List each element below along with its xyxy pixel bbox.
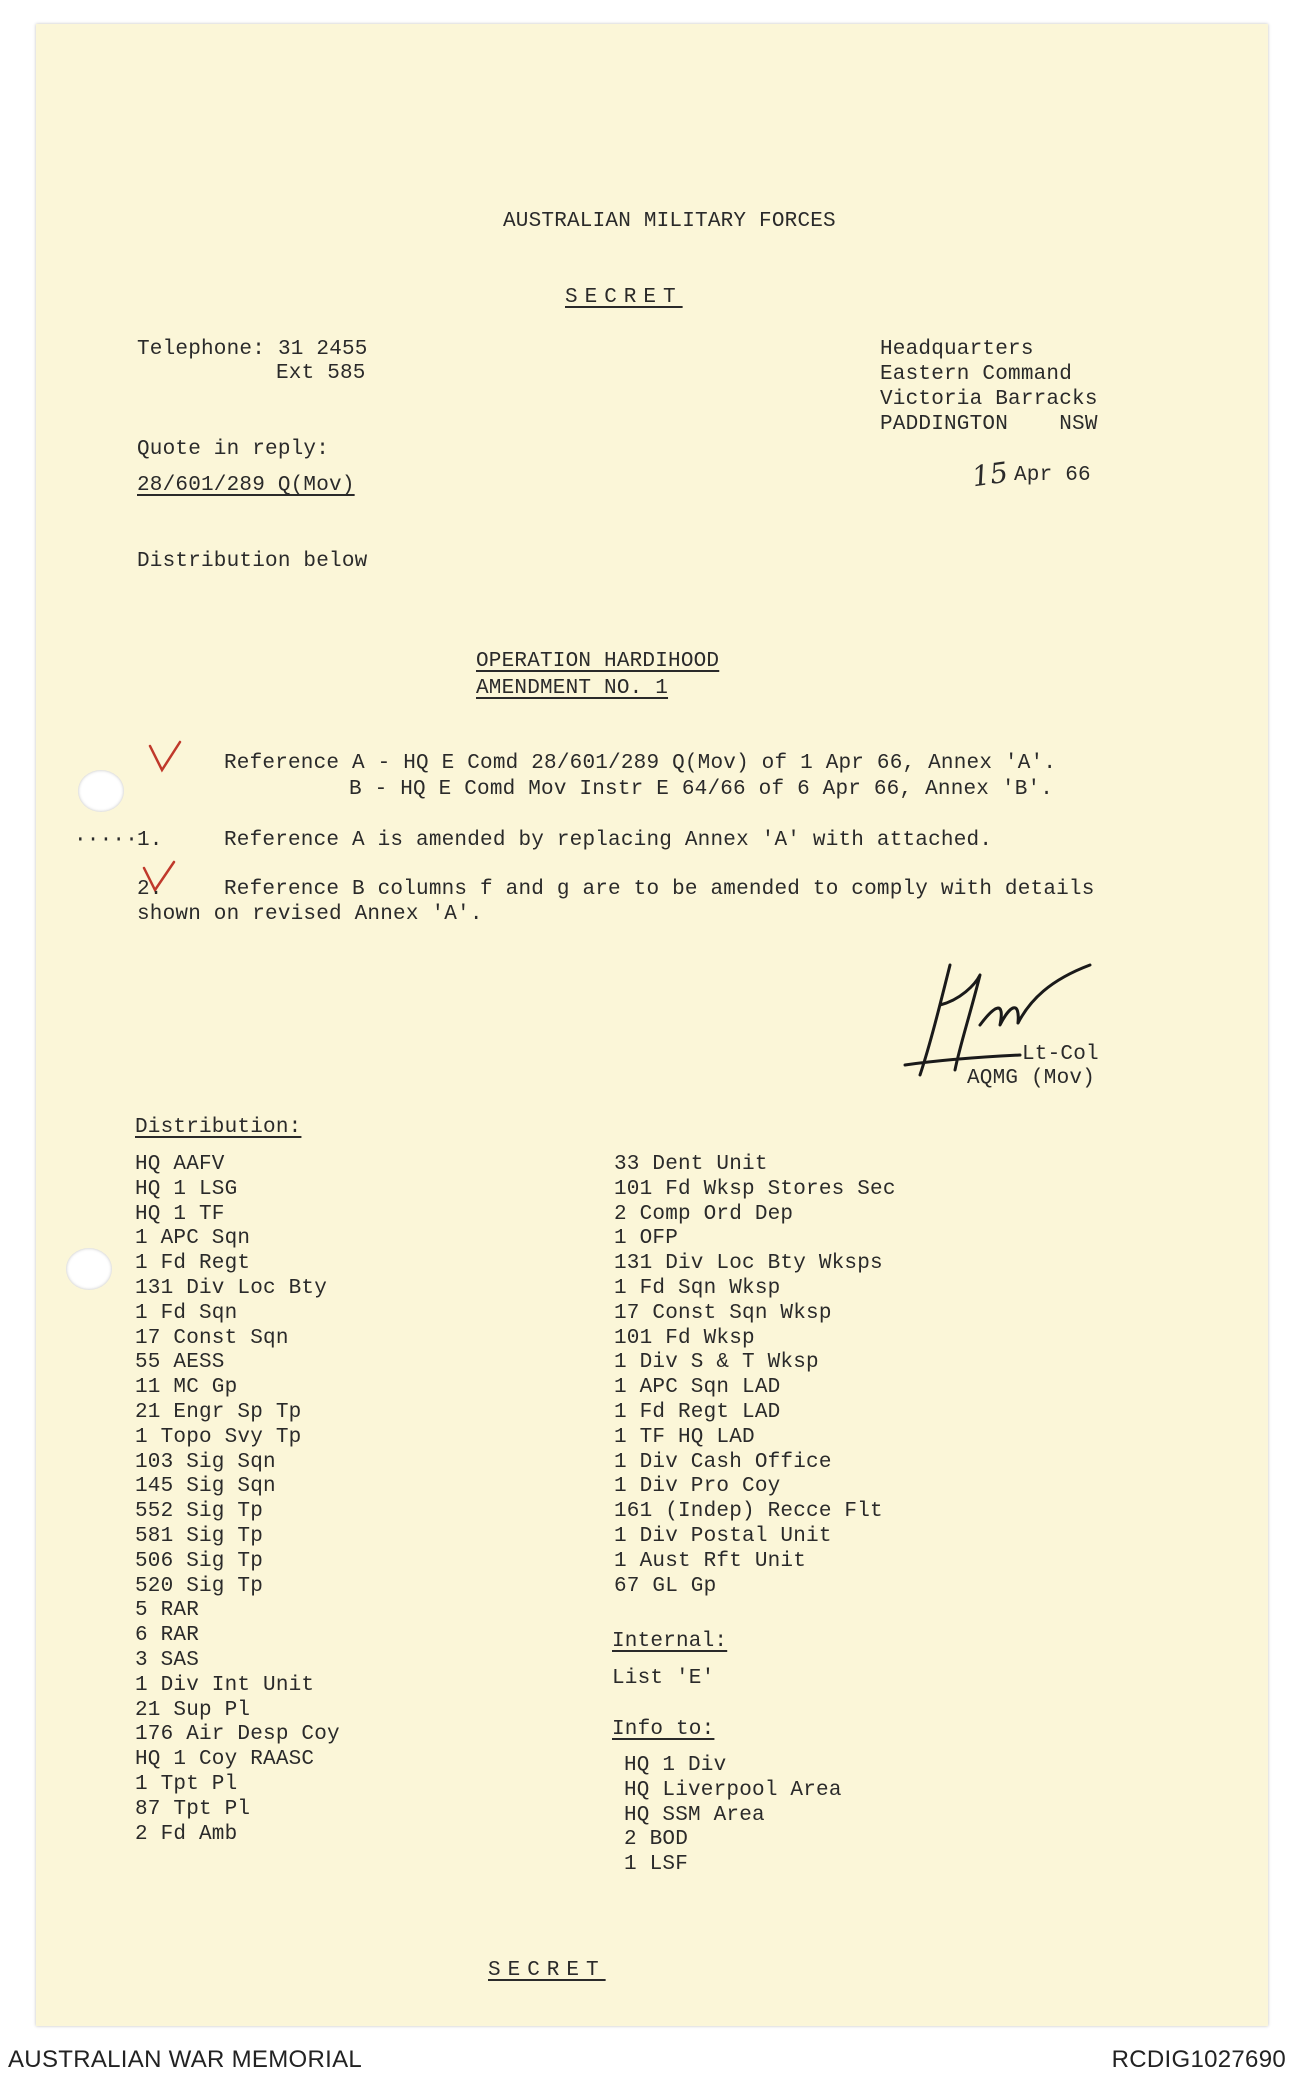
reference-b: B - HQ E Comd Mov Instr E 64/66 of 6 Apr 66, Annex 'B'. xyxy=(349,778,1054,801)
distribution-item: 1 Fd Sqn Wksp xyxy=(614,1276,781,1300)
paragraph-2-line-2: shown on revised Annex 'A'. xyxy=(137,903,483,926)
classification-bottom: SECRET xyxy=(488,1959,606,1982)
distribution-item: 1 APC Sqn xyxy=(135,1227,251,1251)
paragraph-1: Reference A is amended by replacing Annex 'A' with attached. xyxy=(224,829,993,852)
punch-hole-upper xyxy=(78,770,124,812)
distribution-item: 21 Sup Pl xyxy=(135,1698,251,1722)
distribution-item: 33 Dent Unit xyxy=(614,1153,768,1176)
internal-value: List 'E' xyxy=(612,1667,715,1690)
address-line-1: Headquarters xyxy=(880,338,1034,361)
distribution-item: 1 Div Cash Office xyxy=(614,1450,832,1474)
distribution-heading: Distribution: xyxy=(135,1116,302,1139)
distribution-item: 55 AESS xyxy=(135,1351,225,1375)
distribution-item: 87 Tpt Pl xyxy=(135,1797,251,1821)
distribution-item: 1 LSF xyxy=(624,1853,689,1877)
distribution-item: 5 RAR xyxy=(135,1599,200,1623)
distribution-item: HQ 1 LSG xyxy=(135,1177,238,1201)
distribution-item: 1 Div Pro Coy xyxy=(614,1475,781,1499)
distribution-item: 101 Fd Wksp Stores Sec xyxy=(614,1177,896,1201)
distribution-item: 3 SAS xyxy=(135,1648,200,1672)
distribution-item: 67 GL Gp xyxy=(614,1574,717,1598)
distribution-item: 176 Air Desp Coy xyxy=(135,1723,340,1747)
distribution-item: HQ 1 Coy RAASC xyxy=(135,1748,315,1772)
distribution-item: 1 Div Postal Unit xyxy=(614,1524,832,1548)
internal-heading: Internal: xyxy=(612,1630,728,1653)
distribution-item: 11 MC Gp xyxy=(135,1376,238,1400)
distribution-item: 1 Topo Svy Tp xyxy=(135,1425,302,1449)
distribution-item: HQ Liverpool Area xyxy=(624,1778,842,1802)
distribution-item: 1 Div Int Unit xyxy=(135,1673,315,1697)
distribution-item: 581 Sig Tp xyxy=(135,1524,264,1548)
footer-record-id: RCDIG1027690 xyxy=(1111,2046,1286,2073)
distribution-item: 131 Div Loc Bty Wksps xyxy=(614,1252,883,1276)
distribution-item: 145 Sig Sqn xyxy=(135,1475,276,1499)
distribution-column-2 xyxy=(614,1153,896,1599)
telephone-number: 31 2455 xyxy=(278,338,368,361)
distribution-item: 506 Sig Tp xyxy=(135,1549,264,1573)
distribution-item: 17 Const Sqn xyxy=(135,1326,289,1350)
distribution-item: 1 Aust Rft Unit xyxy=(614,1549,807,1573)
distribution-item: 2 BOD xyxy=(624,1828,689,1852)
distribution-item: HQ AAFV xyxy=(135,1153,225,1176)
distribution-item: 103 Sig Sqn xyxy=(135,1450,276,1474)
distribution-item: HQ 1 Div xyxy=(624,1754,727,1777)
info-list xyxy=(624,1754,842,1878)
subject-line-1: OPERATION HARDIHOOD xyxy=(476,650,720,673)
distribution-item: 101 Fd Wksp xyxy=(614,1326,755,1350)
margin-dots: ····· xyxy=(74,829,139,852)
distribution-item: 1 TF HQ LAD xyxy=(614,1425,755,1449)
info-heading: Info to: xyxy=(612,1718,715,1741)
distribution-item: HQ SSM Area xyxy=(624,1803,765,1827)
distribution-item: 1 Fd Regt xyxy=(135,1252,251,1276)
signatory-appointment: AQMG (Mov) xyxy=(967,1067,1096,1090)
distribution-item: 131 Div Loc Bty xyxy=(135,1276,328,1300)
paragraph-1-number: 1. xyxy=(137,829,163,852)
distribution-item: HQ 1 TF xyxy=(135,1202,225,1226)
distribution-item: 17 Const Sqn Wksp xyxy=(614,1301,832,1325)
distribution-item: 1 Fd Sqn xyxy=(135,1301,238,1325)
date-month-year: Apr 66 xyxy=(1014,464,1091,487)
tick-mark-1 xyxy=(148,740,184,774)
distribution-item: 21 Engr Sp Tp xyxy=(135,1400,302,1424)
distribution-column-1 xyxy=(135,1153,340,1847)
footer-archive-name: AUSTRALIAN WAR MEMORIAL xyxy=(8,2046,363,2073)
quote-label: Quote in reply: xyxy=(137,438,330,461)
signatory-rank: Lt-Col xyxy=(1022,1043,1099,1066)
distribution-item: 1 APC Sqn LAD xyxy=(614,1376,781,1400)
distribution-note: Distribution below xyxy=(137,550,368,573)
distribution-item: 1 Div S & T Wksp xyxy=(614,1351,819,1375)
distribution-item: 1 Fd Regt LAD xyxy=(614,1400,781,1424)
org-heading: AUSTRALIAN MILITARY FORCES xyxy=(503,210,836,233)
distribution-item: 552 Sig Tp xyxy=(135,1500,264,1524)
distribution-item: 6 RAR xyxy=(135,1624,200,1648)
distribution-item: 520 Sig Tp xyxy=(135,1574,264,1598)
classification-top: SECRET xyxy=(565,286,683,309)
distribution-item: 2 Fd Amb xyxy=(135,1822,238,1846)
paragraph-2-line-1: Reference B columns f and g are to be amended to comply with details xyxy=(224,878,1095,901)
distribution-item: 161 (Indep) Recce Flt xyxy=(614,1500,883,1524)
subject-line-2: AMENDMENT NO. 1 xyxy=(476,677,669,700)
punch-hole-lower xyxy=(66,1248,112,1290)
telephone-label: Telephone: xyxy=(137,338,266,361)
telephone-ext: Ext 585 xyxy=(276,362,366,385)
distribution-item: 2 Comp Ord Dep xyxy=(614,1202,794,1226)
address-line-4: PADDINGTON NSW xyxy=(880,413,1098,436)
address-line-2: Eastern Command xyxy=(880,363,1073,386)
file-reference: 28/601/289 Q(Mov) xyxy=(137,474,355,497)
distribution-item: 1 Tpt Pl xyxy=(135,1772,238,1796)
paragraph-2-number: 2. xyxy=(137,878,163,901)
address-line-3: Victoria Barracks xyxy=(880,388,1098,411)
distribution-item: 1 OFP xyxy=(614,1227,679,1251)
date-day-handwritten: 15 xyxy=(969,455,1011,494)
reference-a: Reference A - HQ E Comd 28/601/289 Q(Mov) of 1 Apr 66, Annex 'A'. xyxy=(224,752,1057,775)
